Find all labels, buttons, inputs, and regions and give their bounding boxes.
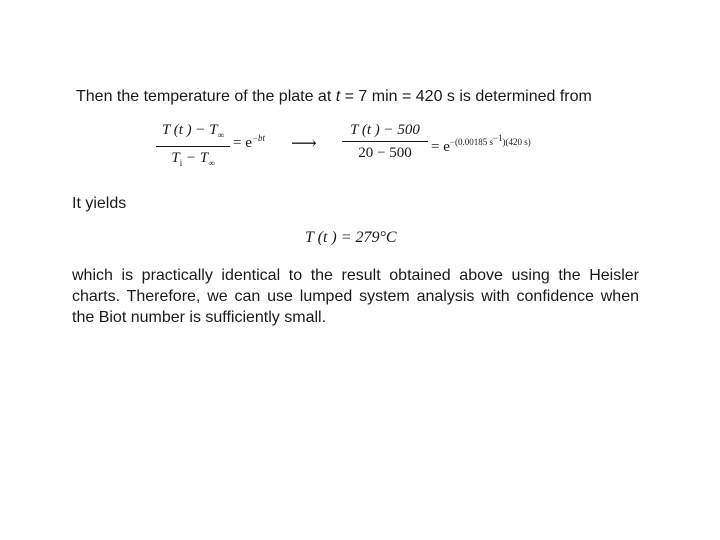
equals-exponential-2: = $e^{-(0.00185 s^{-1})(420 s)}$ — [431, 133, 531, 155]
intro-text-after: = 7 min = 420 s is determined from — [340, 88, 592, 105]
equation-right-fraction — [342, 120, 428, 163]
left-numerator: T (t ) − $T_\infty$ — [161, 122, 225, 140]
right-denominator: 20 − 500 — [358, 145, 412, 161]
equals-exponential-1: = $e^{-bt}$ — [233, 133, 265, 151]
yields-text: It yields — [72, 195, 127, 212]
implies-arrow: ⟶ — [291, 133, 317, 153]
conclusion-paragraph: which is practically identical to the result obtained above using the Heisler charts. Therefore, we can use lumped system analysis with confidence when the Biot number is sufficiently small. — [72, 267, 639, 326]
right-numerator: T (t ) − 500 — [350, 122, 420, 138]
left-denominator: $T_i - T_\infty$ — [171, 150, 215, 168]
intro-text-before: Then the temperature of the plate at — [76, 88, 336, 105]
equation-left-fraction — [156, 120, 230, 173]
intro-time-variable: t — [335, 88, 341, 105]
right-fraction-bar — [342, 141, 428, 142]
intro-sentence — [76, 86, 676, 107]
result-equation: T (t ) = 279°C — [305, 229, 397, 246]
left-fraction-bar — [156, 146, 230, 147]
